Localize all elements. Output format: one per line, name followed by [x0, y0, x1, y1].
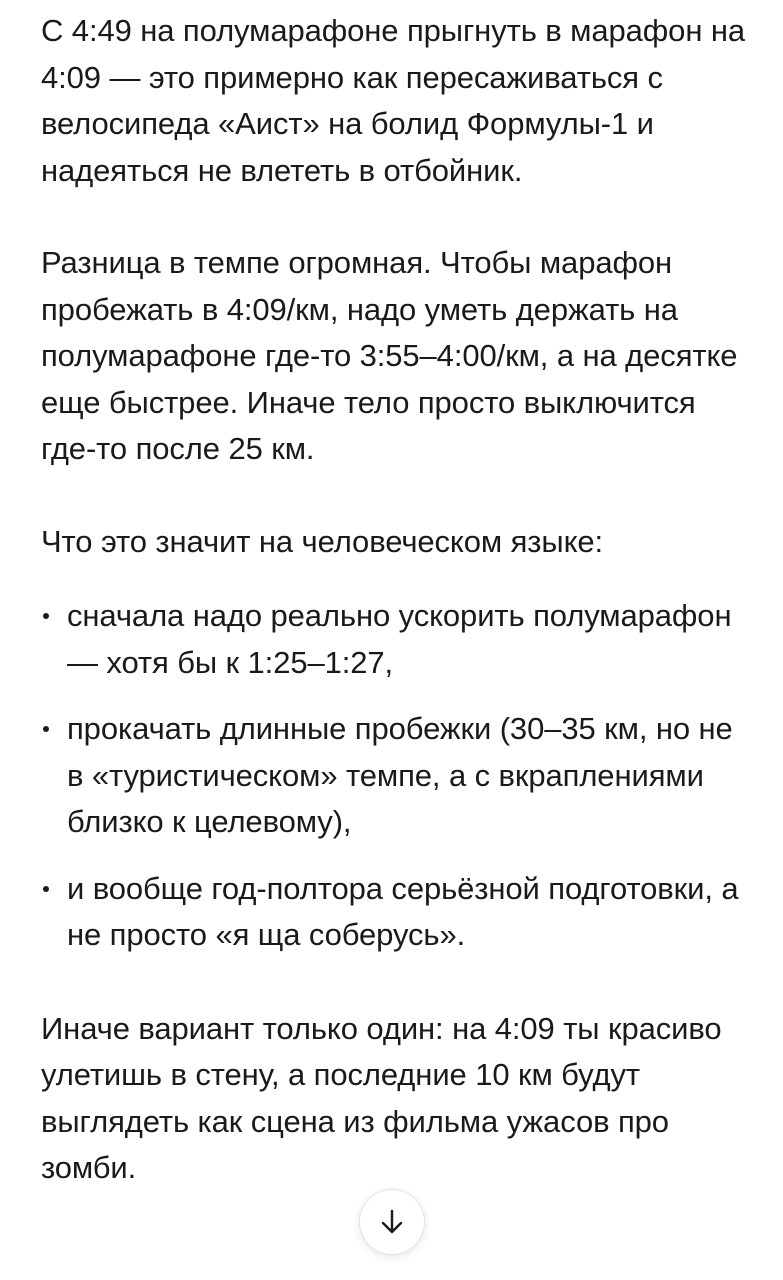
list-item-text: и вообще год-полтора серьёзной подготовки, а не просто «я ща соберусь».	[67, 870, 739, 952]
arrow-down-icon	[379, 1208, 405, 1236]
bullet-dot	[43, 726, 49, 732]
bullet-dot	[43, 886, 49, 892]
list-item-text: прокачать длинные пробежки (30–35 км, но не в «туристическом» темпе, а с вкраплениями близко к целевому),	[67, 711, 733, 839]
list-item	[41, 706, 746, 846]
message-paragraph: С 4:49 на полумарафоне прыгнуть в марафон на 4:09 — это примерно как пересаживаться с велосипеда «Аист» на болид Формулы-1 и надеяться не влететь в отбойник.	[41, 13, 746, 188]
list-item	[41, 866, 746, 959]
bullet-list	[41, 593, 746, 959]
list-item	[41, 593, 746, 686]
assistant-message	[41, 8, 746, 1238]
bullet-dot	[43, 613, 49, 619]
list-item-text: сначала надо реально ускорить полумарафон — хотя бы к 1:25–1:27,	[67, 598, 732, 680]
message-paragraph: Разница в темпе огромная. Чтобы марафон пробежать в 4:09/км, надо уметь держать на полумарафоне где-то 3:55–4:00/км, а на десятке еще быстрее. Иначе тело просто выключится где-то после 25 км.	[41, 245, 738, 466]
message-paragraph: Иначе вариант только один: на 4:09 ты красиво улетишь в стену, а последние 10 км будут выглядеть как сцена из фильма ужасов про зомби.	[41, 1010, 722, 1185]
scroll-to-bottom-button[interactable]	[359, 1189, 425, 1255]
message-paragraph: Что это значит на человеческом языке:	[41, 523, 604, 559]
